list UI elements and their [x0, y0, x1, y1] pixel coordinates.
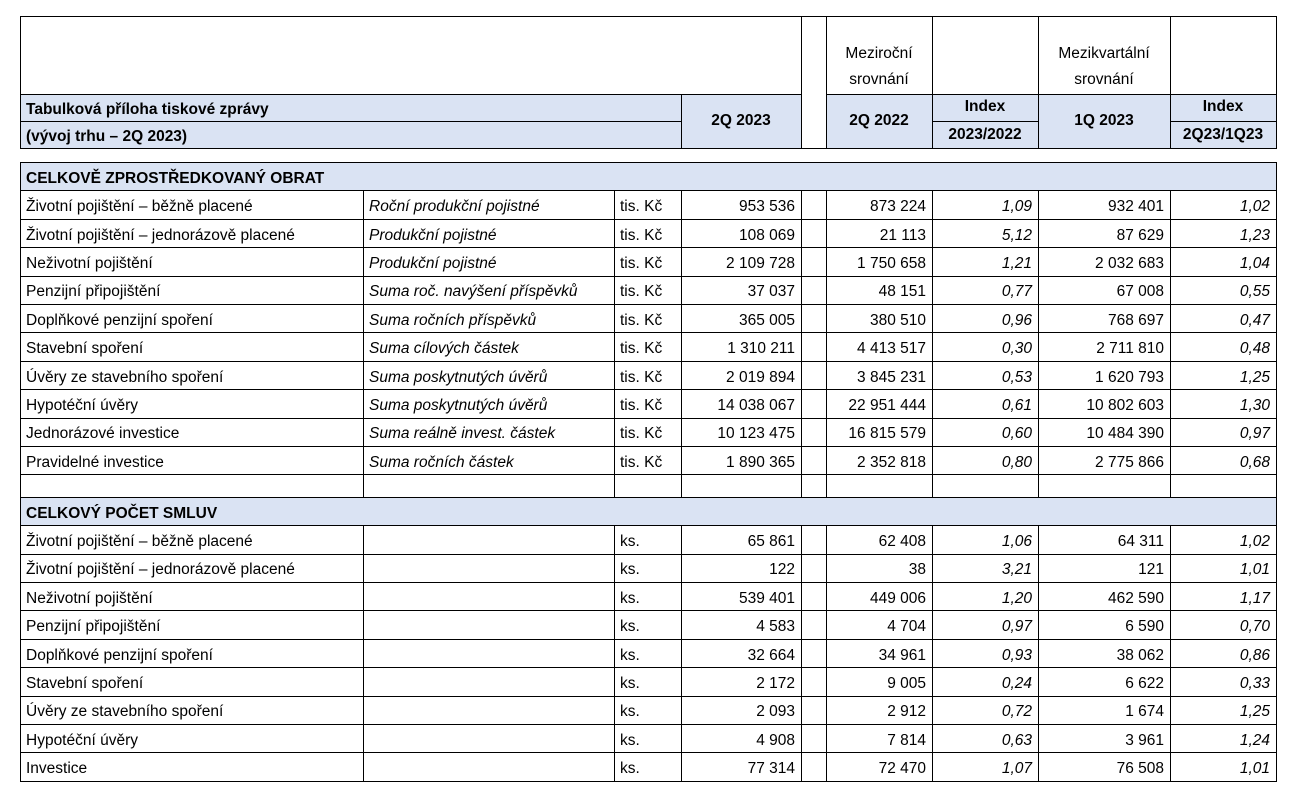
row-value-prev-year: 34 961 [878, 646, 926, 664]
row-value-current: 2 019 894 [726, 368, 795, 386]
row-value-current: 32 664 [747, 646, 795, 664]
row-measure: Produkční pojistné [369, 255, 497, 273]
row-value-current: 2 172 [756, 675, 795, 693]
row-measure: Roční produkční pojistné [369, 198, 540, 216]
row-index-yoy: 0,24 [1001, 675, 1032, 693]
row-value-prev-year: 380 510 [869, 311, 926, 329]
grid-line-vertical [1038, 16, 1039, 148]
row-value-prev-quarter: 2 711 810 [1096, 340, 1164, 358]
row-index-yoy: 1,07 [1001, 760, 1032, 778]
row-value-prev-quarter: 38 062 [1116, 646, 1164, 664]
row-name: Stavební spoření [26, 340, 144, 358]
grid-line-vertical [1276, 190, 1277, 497]
row-value-current: 14 038 067 [717, 397, 795, 415]
grid-line-vertical [932, 525, 933, 782]
row-index-yoy: 0,77 [1001, 283, 1032, 301]
grid-line-horizontal [20, 16, 1277, 17]
grid-line-vertical [20, 497, 21, 525]
row-name: Investice [26, 760, 88, 778]
row-measure: Produkční pojistné [369, 226, 497, 244]
grid-line-vertical [681, 94, 682, 148]
grid-line-vertical [1276, 16, 1277, 148]
row-index-qoq: 0,97 [1239, 425, 1270, 443]
row-name: Životní pojištění – jednorázově placené [26, 226, 295, 244]
row-unit: tis. Kč [620, 453, 663, 471]
row-value-current: 1 310 211 [727, 340, 795, 358]
row-index-qoq: 1,04 [1239, 255, 1270, 273]
grid-line-horizontal [932, 121, 1038, 122]
row-value-prev-year: 21 113 [879, 226, 926, 244]
row-name: Penzijní připojištění [26, 283, 161, 301]
grid-line-vertical [20, 16, 21, 148]
grid-line-vertical [1038, 190, 1039, 497]
row-index-qoq: 0,70 [1239, 618, 1270, 636]
grid-line-horizontal [20, 781, 1277, 782]
qoq-group-label-2: srovnání [1074, 72, 1134, 88]
row-name: Úvěry ze stavebního spoření [26, 368, 224, 386]
row-value-prev-quarter: 932 401 [1107, 198, 1164, 216]
row-index-yoy: 1,21 [1001, 255, 1032, 273]
row-value-prev-year: 1 750 658 [857, 255, 926, 273]
row-name: Pravidelné investice [26, 453, 164, 471]
row-unit: tis. Kč [620, 368, 663, 386]
row-index-qoq: 1,25 [1239, 368, 1270, 386]
row-unit: ks. [620, 760, 640, 778]
grid-line-vertical [1170, 525, 1171, 782]
row-unit: tis. Kč [620, 255, 663, 273]
row-value-prev-quarter: 87 629 [1116, 226, 1164, 244]
row-value-prev-quarter: 1 620 793 [1095, 368, 1164, 386]
row-name: Životní pojištění – běžně placené [26, 533, 253, 551]
row-index-qoq: 0,68 [1239, 453, 1270, 471]
grid-line-horizontal [20, 497, 1277, 498]
row-unit: tis. Kč [620, 311, 663, 329]
row-value-current: 10 123 475 [717, 425, 795, 443]
grid-line-vertical [1276, 525, 1277, 782]
row-value-current: 108 069 [738, 226, 795, 244]
row-unit: tis. Kč [620, 226, 663, 244]
row-value-prev-quarter: 67 008 [1116, 283, 1164, 301]
grid-line-vertical [20, 162, 21, 190]
row-name: Životní pojištění – běžně placené [26, 198, 253, 216]
grid-line-vertical [1276, 497, 1277, 525]
grid-line-horizontal [20, 94, 681, 95]
row-value-prev-quarter: 64 311 [1117, 533, 1164, 551]
col-header-qoq-period: 2Q23/1Q23 [1182, 127, 1264, 143]
row-index-qoq: 1,23 [1239, 226, 1270, 244]
row-value-prev-year: 38 [908, 561, 926, 579]
grid-line-horizontal [20, 162, 1277, 163]
row-measure [363, 724, 614, 752]
row-index-qoq: 0,33 [1239, 675, 1270, 693]
row-measure: Suma roč. navýšení příspěvků [369, 283, 578, 301]
col-header-prev-quarter: 1Q 2023 [1074, 113, 1134, 129]
row-name: Neživotní pojištění [26, 255, 153, 273]
row-value-prev-quarter: 2 032 683 [1095, 255, 1164, 273]
row-name: Úvěry ze stavebního spoření [26, 703, 224, 721]
grid-line-vertical [681, 190, 682, 497]
row-value-prev-year: 9 005 [887, 675, 926, 693]
grid-line-vertical [614, 190, 615, 497]
row-index-qoq: 1,02 [1239, 198, 1270, 216]
row-index-yoy: 0,30 [1001, 340, 1032, 358]
row-index-yoy: 0,97 [1001, 618, 1032, 636]
row-value-current: 122 [769, 561, 795, 579]
row-unit: ks. [620, 646, 640, 664]
row-unit: ks. [620, 703, 640, 721]
grid-line-vertical [363, 190, 364, 497]
row-measure: Suma ročních částek [369, 453, 514, 471]
grid-line-vertical [932, 16, 933, 148]
row-unit: ks. [620, 618, 640, 636]
yoy-group-label-2: srovnání [849, 72, 909, 88]
row-measure: Suma reálně invest. částek [369, 425, 556, 443]
row-value-current: 2 109 728 [726, 255, 795, 273]
row-index-qoq: 1,25 [1239, 703, 1270, 721]
report-title: Tabulková příloha tiskové zprávy [26, 100, 269, 118]
row-name: Penzijní připojištění [26, 618, 161, 636]
row-index-yoy: 1,09 [1001, 198, 1032, 216]
row-measure [363, 667, 614, 695]
row-measure [363, 525, 614, 553]
row-value-prev-quarter: 462 590 [1107, 589, 1164, 607]
grid-line-vertical [826, 190, 827, 497]
row-measure: Suma poskytnutých úvěrů [369, 368, 548, 386]
col-header-yoy-period: 2023/2022 [948, 127, 1022, 143]
grid-line-vertical [1276, 162, 1277, 190]
grid-line-vertical [20, 190, 21, 497]
row-unit: ks. [620, 533, 640, 551]
qoq-group-label-1: Mezikvartální [1058, 46, 1150, 62]
row-index-qoq: 0,47 [1239, 311, 1270, 329]
row-index-qoq: 1,30 [1239, 397, 1270, 415]
row-value-prev-quarter: 2 775 866 [1095, 453, 1164, 471]
row-value-prev-quarter: 121 [1138, 561, 1164, 579]
row-value-current: 4 583 [756, 618, 795, 636]
row-index-qoq: 1,02 [1239, 533, 1270, 551]
row-measure: Suma cílových částek [369, 340, 519, 358]
row-measure [363, 696, 614, 724]
row-unit: ks. [620, 589, 640, 607]
row-value-current: 953 536 [738, 198, 795, 216]
row-value-prev-year: 62 408 [878, 533, 926, 551]
row-index-yoy: 0,96 [1001, 311, 1032, 329]
row-index-qoq: 1,01 [1239, 760, 1270, 778]
grid-line-horizontal [1170, 121, 1276, 122]
col-header-yoy-index: Index [964, 99, 1006, 115]
row-value-prev-year: 3 845 231 [857, 368, 926, 386]
row-name: Hypotéční úvěry [26, 731, 138, 749]
row-name: Doplňkové penzijní spoření [26, 311, 213, 329]
report-subtitle: (vývoj trhu – 2Q 2023) [26, 127, 188, 145]
row-index-yoy: 1,20 [1001, 589, 1032, 607]
grid-line-vertical [363, 525, 364, 782]
col-header-prev-year: 2Q 2022 [849, 113, 909, 129]
grid-line-vertical [826, 525, 827, 782]
row-value-prev-quarter: 6 622 [1125, 675, 1164, 693]
grid-line-vertical [1038, 525, 1039, 782]
row-value-prev-year: 449 006 [869, 589, 926, 607]
row-value-current: 77 314 [747, 760, 795, 778]
yoy-group-label-1: Meziroční [845, 46, 913, 62]
row-unit: ks. [620, 731, 640, 749]
grid-line-vertical [801, 190, 802, 497]
row-value-prev-year: 4 704 [887, 618, 926, 636]
row-value-current: 365 005 [738, 311, 795, 329]
grid-line-horizontal [20, 148, 1277, 149]
grid-line-vertical [801, 525, 802, 782]
row-index-qoq: 1,01 [1239, 561, 1270, 579]
row-index-yoy: 0,80 [1001, 453, 1032, 471]
grid-line-vertical [1170, 16, 1171, 148]
grid-line-vertical [826, 16, 827, 148]
row-value-prev-quarter: 768 697 [1107, 311, 1164, 329]
row-index-yoy: 0,72 [1001, 703, 1032, 721]
row-index-yoy: 3,21 [1001, 561, 1032, 579]
grid-line-horizontal [681, 94, 801, 95]
grid-line-horizontal [20, 474, 1277, 475]
row-unit: tis. Kč [620, 340, 663, 358]
row-value-current: 4 908 [756, 731, 795, 749]
row-name: Hypotéční úvěry [26, 397, 138, 415]
row-name: Stavební spoření [26, 675, 144, 693]
row-value-current: 539 401 [738, 589, 795, 607]
row-measure [363, 752, 614, 780]
row-value-current: 65 861 [747, 533, 795, 551]
row-unit: tis. Kč [620, 425, 663, 443]
row-index-yoy: 0,60 [1001, 425, 1032, 443]
row-measure: Suma poskytnutých úvěrů [369, 397, 548, 415]
row-name: Doplňkové penzijní spoření [26, 646, 213, 664]
row-value-prev-quarter: 76 508 [1116, 760, 1164, 778]
row-index-yoy: 0,53 [1001, 368, 1032, 386]
row-value-current: 2 093 [756, 703, 795, 721]
row-value-prev-year: 7 814 [887, 731, 926, 749]
row-value-prev-quarter: 6 590 [1125, 618, 1164, 636]
row-index-yoy: 1,06 [1001, 533, 1032, 551]
row-value-prev-quarter: 3 961 [1125, 731, 1164, 749]
col-header-current: 2Q 2023 [711, 113, 771, 129]
row-index-yoy: 0,93 [1001, 646, 1032, 664]
row-measure [363, 554, 614, 582]
grid-line-horizontal [20, 121, 681, 122]
row-value-prev-year: 873 224 [869, 198, 926, 216]
row-unit: ks. [620, 561, 640, 579]
row-name: Životní pojištění – jednorázově placené [26, 561, 295, 579]
grid-line-vertical [681, 525, 682, 782]
row-unit: tis. Kč [620, 283, 663, 301]
row-unit: tis. Kč [620, 198, 663, 216]
row-value-prev-year: 72 470 [878, 760, 926, 778]
row-value-prev-year: 2 352 818 [857, 453, 926, 471]
row-index-qoq: 1,24 [1239, 731, 1270, 749]
row-unit: tis. Kč [620, 397, 663, 415]
row-index-qoq: 1,17 [1239, 589, 1270, 607]
row-value-current: 1 890 365 [726, 453, 795, 471]
grid-line-vertical [801, 16, 802, 148]
row-name: Neživotní pojištění [26, 589, 153, 607]
row-value-prev-year: 48 151 [878, 283, 926, 301]
grid-line-vertical [614, 525, 615, 782]
row-index-qoq: 0,48 [1239, 340, 1270, 358]
row-measure [363, 582, 614, 610]
row-value-prev-year: 16 815 579 [848, 425, 926, 443]
row-value-prev-year: 4 413 517 [857, 340, 926, 358]
row-value-current: 37 037 [747, 283, 795, 301]
row-index-qoq: 0,86 [1239, 646, 1270, 664]
col-header-qoq-index: Index [1202, 99, 1244, 115]
row-index-yoy: 0,61 [1001, 397, 1032, 415]
row-measure [363, 639, 614, 667]
row-value-prev-year: 2 912 [887, 703, 926, 721]
row-value-prev-quarter: 1 674 [1125, 703, 1164, 721]
row-index-yoy: 0,63 [1001, 731, 1032, 749]
row-index-qoq: 0,55 [1239, 283, 1270, 301]
row-name: Jednorázové investice [26, 425, 180, 443]
row-value-prev-quarter: 10 802 603 [1086, 397, 1164, 415]
section-title: CELKOVĚ ZPROSTŘEDKOVANÝ OBRAT [26, 169, 325, 187]
row-value-prev-quarter: 10 484 390 [1086, 425, 1164, 443]
row-value-prev-year: 22 951 444 [848, 397, 926, 415]
section-title: CELKOVÝ POČET SMLUV [26, 504, 218, 522]
grid-line-vertical [1170, 190, 1171, 497]
row-measure: Suma ročních příspěvků [369, 311, 537, 329]
row-index-yoy: 5,12 [1001, 226, 1032, 244]
grid-line-vertical [932, 190, 933, 497]
row-measure [363, 610, 614, 638]
grid-line-vertical [20, 525, 21, 782]
row-unit: ks. [620, 675, 640, 693]
grid-line-horizontal [826, 94, 1276, 95]
